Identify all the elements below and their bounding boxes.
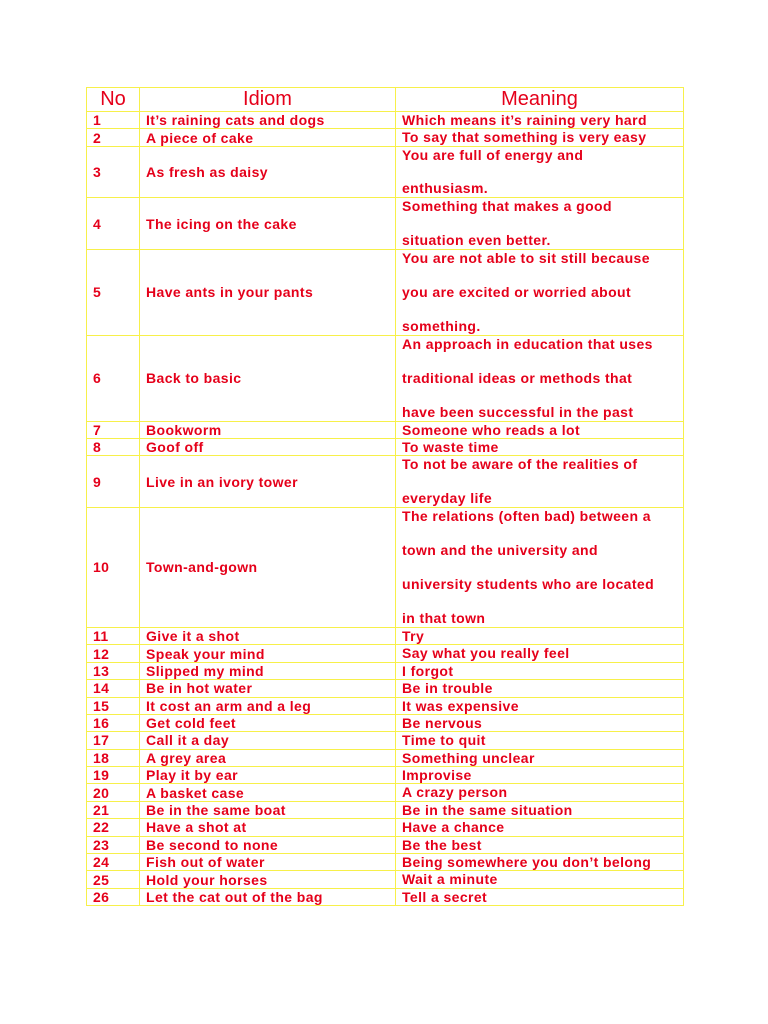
table-row — [87, 421, 684, 438]
row-number: 2 — [87, 129, 140, 146]
table-header-row — [87, 88, 684, 112]
table-row — [87, 507, 684, 627]
meaning-lines — [402, 439, 683, 455]
idiom-cell: Be second to none — [140, 836, 396, 853]
idiom-cell: Call it a day — [140, 732, 396, 749]
table-row — [87, 249, 684, 335]
meaning-line: Tell a secret — [402, 888, 488, 905]
table-row — [87, 871, 684, 888]
meaning-cell — [396, 697, 684, 714]
table-row — [87, 767, 684, 784]
meaning-lines — [402, 112, 683, 128]
meaning-line: Have a chance — [402, 819, 505, 836]
row-number: 16 — [87, 714, 140, 731]
header-meaning: Meaning — [396, 88, 684, 112]
meaning-cell — [396, 456, 684, 508]
idiom-cell: Get cold feet — [140, 714, 396, 731]
meaning-lines — [402, 147, 683, 197]
table-row — [87, 714, 684, 731]
idiom-cell: A grey area — [140, 749, 396, 766]
meaning-lines — [402, 767, 683, 783]
idiom-table — [86, 87, 684, 906]
meaning-lines — [402, 198, 683, 248]
idiom-cell: Have ants in your pants — [140, 249, 396, 335]
meaning-line: Someone who reads a lot — [402, 421, 581, 438]
table-row — [87, 645, 684, 662]
row-number: 9 — [87, 456, 140, 508]
header-idiom: Idiom — [140, 88, 396, 112]
meaning-line: You are full of energy and — [402, 146, 584, 163]
meaning-cell — [396, 249, 684, 335]
idiom-cell: Have a shot at — [140, 819, 396, 836]
meaning-line: Something unclear — [402, 749, 535, 766]
row-number: 3 — [87, 146, 140, 198]
idiom-cell: Play it by ear — [140, 767, 396, 784]
meaning-cell — [396, 645, 684, 662]
meaning-lines — [402, 889, 683, 905]
meaning-cell — [396, 627, 684, 644]
row-number: 18 — [87, 749, 140, 766]
table-row — [87, 697, 684, 714]
row-number: 8 — [87, 438, 140, 455]
meaning-lines — [402, 422, 683, 438]
meaning-cell — [396, 662, 684, 679]
meaning-lines — [402, 508, 683, 626]
row-number: 13 — [87, 662, 140, 679]
meaning-cell — [396, 146, 684, 198]
meaning-cell — [396, 888, 684, 905]
meaning-cell — [396, 198, 684, 250]
meaning-line: Be nervous — [402, 714, 483, 731]
row-number: 7 — [87, 421, 140, 438]
meaning-line: have been successful in the past — [402, 403, 634, 420]
idiom-cell: Bookworm — [140, 421, 396, 438]
table-row — [87, 854, 684, 871]
row-number: 23 — [87, 836, 140, 853]
meaning-cell — [396, 438, 684, 455]
idiom-cell: Back to basic — [140, 335, 396, 421]
meaning-line: I forgot — [402, 662, 454, 679]
row-number: 15 — [87, 697, 140, 714]
meaning-line: something. — [402, 317, 481, 334]
row-number: 21 — [87, 801, 140, 818]
meaning-line: Being somewhere you don’t belong — [402, 854, 652, 871]
row-number: 25 — [87, 871, 140, 888]
row-number: 20 — [87, 784, 140, 801]
idiom-cell: Give it a shot — [140, 627, 396, 644]
table-row — [87, 749, 684, 766]
table-row — [87, 680, 684, 697]
meaning-lines — [402, 336, 683, 420]
meaning-line: traditional ideas or methods that — [402, 369, 633, 386]
header-no: No — [87, 88, 140, 112]
meaning-line: Be in the same situation — [402, 801, 573, 818]
meaning-cell — [396, 784, 684, 801]
table-row — [87, 198, 684, 250]
meaning-lines — [402, 802, 683, 818]
meaning-cell — [396, 854, 684, 871]
meaning-line: everyday life — [402, 489, 493, 506]
row-number: 12 — [87, 645, 140, 662]
table-row — [87, 456, 684, 508]
meaning-lines — [402, 715, 683, 731]
meaning-line: Something that makes a good — [402, 198, 612, 215]
meaning-lines — [402, 628, 683, 644]
meaning-line: To not be aware of the realities of — [402, 456, 638, 473]
table-row — [87, 819, 684, 836]
meaning-line: Say what you really feel — [402, 645, 570, 662]
meaning-cell — [396, 680, 684, 697]
meaning-cell — [396, 112, 684, 129]
row-number: 14 — [87, 680, 140, 697]
meaning-cell — [396, 421, 684, 438]
meaning-line: enthusiasm. — [402, 180, 489, 197]
row-number: 24 — [87, 854, 140, 871]
meaning-lines — [402, 456, 683, 506]
idiom-cell: A piece of cake — [140, 129, 396, 146]
idiom-cell: Let the cat out of the bag — [140, 888, 396, 905]
idiom-table-container — [86, 87, 684, 906]
row-number: 17 — [87, 732, 140, 749]
meaning-line: Which means it’s raining very hard — [402, 112, 647, 128]
meaning-line: Improvise — [402, 767, 472, 784]
meaning-lines — [402, 645, 683, 661]
meaning-cell — [396, 732, 684, 749]
row-number: 19 — [87, 767, 140, 784]
idiom-cell: It’s raining cats and dogs — [140, 112, 396, 129]
row-number: 1 — [87, 112, 140, 129]
table-row — [87, 129, 684, 146]
table-row — [87, 801, 684, 818]
meaning-cell — [396, 836, 684, 853]
meaning-lines — [402, 784, 683, 800]
meaning-lines — [402, 819, 683, 835]
meaning-line: Be the best — [402, 836, 482, 853]
meaning-line: To say that something is very easy — [402, 129, 647, 146]
idiom-cell: The icing on the cake — [140, 198, 396, 250]
table-row — [87, 146, 684, 198]
meaning-line: Wait a minute — [402, 871, 498, 888]
idiom-cell: As fresh as daisy — [140, 146, 396, 198]
row-number: 10 — [87, 507, 140, 627]
meaning-line: Be in trouble — [402, 680, 493, 697]
meaning-cell — [396, 801, 684, 818]
meaning-line: An approach in education that uses — [402, 335, 653, 352]
idiom-cell: Town-and-gown — [140, 507, 396, 627]
table-row — [87, 784, 684, 801]
meaning-cell — [396, 714, 684, 731]
row-number: 22 — [87, 819, 140, 836]
meaning-line: town and the university and — [402, 541, 598, 558]
meaning-cell — [396, 819, 684, 836]
idiom-cell: Hold your horses — [140, 871, 396, 888]
idiom-cell: Fish out of water — [140, 854, 396, 871]
meaning-line: Try — [402, 627, 425, 644]
meaning-line: The relations (often bad) between a — [402, 507, 651, 524]
meaning-lines — [402, 663, 683, 679]
meaning-line: To waste time — [402, 438, 499, 455]
meaning-lines — [402, 680, 683, 696]
idiom-cell: A basket case — [140, 784, 396, 801]
meaning-line: It was expensive — [402, 697, 519, 714]
meaning-cell — [396, 129, 684, 146]
idiom-cell: Be in the same boat — [140, 801, 396, 818]
table-row — [87, 627, 684, 644]
table-row — [87, 836, 684, 853]
meaning-lines — [402, 750, 683, 766]
meaning-lines — [402, 854, 683, 870]
meaning-lines — [402, 250, 683, 334]
table-body — [87, 112, 684, 906]
meaning-line: in that town — [402, 609, 486, 626]
table-row — [87, 662, 684, 679]
meaning-cell — [396, 871, 684, 888]
idiom-cell: Goof off — [140, 438, 396, 455]
meaning-cell — [396, 507, 684, 627]
row-number: 26 — [87, 888, 140, 905]
idiom-cell: Speak your mind — [140, 645, 396, 662]
meaning-lines — [402, 871, 683, 887]
meaning-line: university students who are located — [402, 575, 655, 592]
table-row — [87, 112, 684, 129]
meaning-line: you are excited or worried about — [402, 283, 632, 300]
idiom-cell: It cost an arm and a leg — [140, 697, 396, 714]
meaning-lines — [402, 732, 683, 748]
meaning-lines — [402, 837, 683, 853]
table-row — [87, 335, 684, 421]
row-number: 4 — [87, 198, 140, 250]
meaning-line: You are not able to sit still because — [402, 249, 650, 266]
idiom-cell: Be in hot water — [140, 680, 396, 697]
meaning-line: situation even better. — [402, 231, 551, 248]
table-row — [87, 888, 684, 905]
meaning-cell — [396, 335, 684, 421]
meaning-cell — [396, 749, 684, 766]
row-number: 5 — [87, 249, 140, 335]
table-row — [87, 732, 684, 749]
row-number: 6 — [87, 335, 140, 421]
idiom-cell: Slipped my mind — [140, 662, 396, 679]
meaning-lines — [402, 129, 683, 145]
idiom-cell: Live in an ivory tower — [140, 456, 396, 508]
meaning-line: A crazy person — [402, 784, 508, 801]
table-row — [87, 438, 684, 455]
meaning-line: Time to quit — [402, 732, 486, 749]
meaning-cell — [396, 767, 684, 784]
row-number: 11 — [87, 627, 140, 644]
meaning-lines — [402, 698, 683, 714]
